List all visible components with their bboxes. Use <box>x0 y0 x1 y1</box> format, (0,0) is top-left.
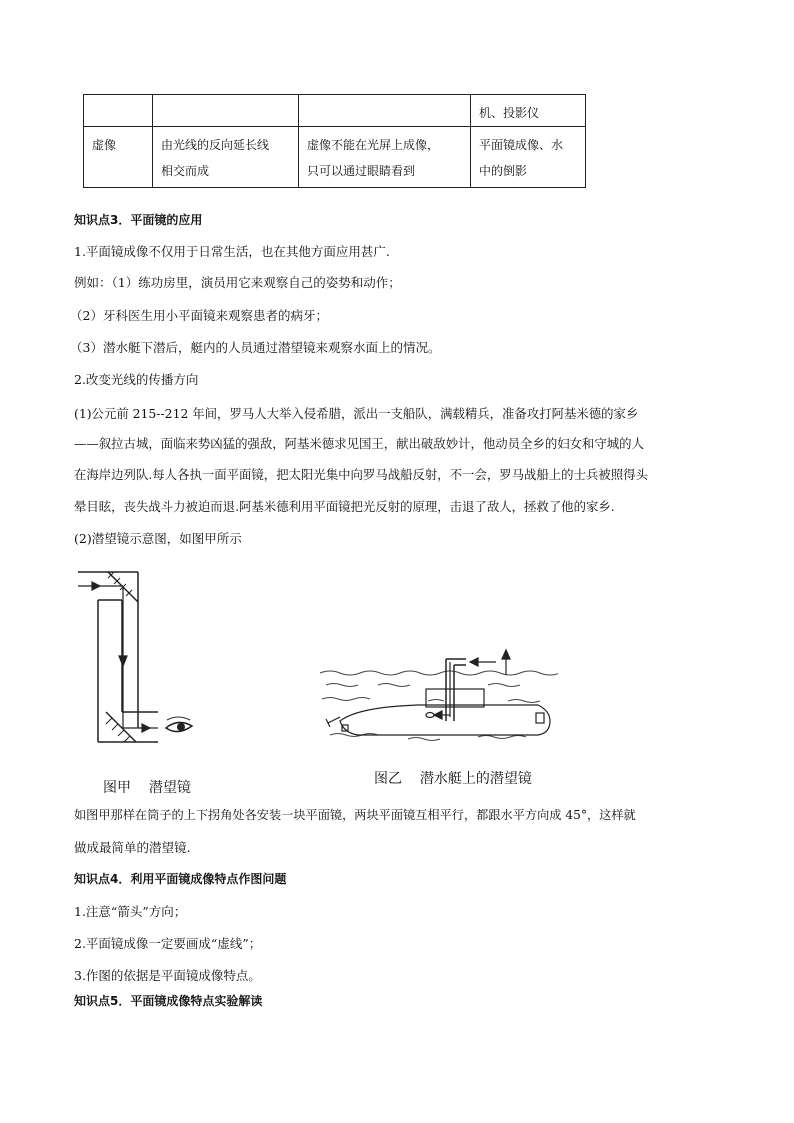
table-row <box>84 127 586 188</box>
paragraph: （2）牙科医生用小平面镜来观察患者的病牙； <box>70 308 328 323</box>
cell-text: 虚像不能在光屏上成像， <box>307 138 440 152</box>
paragraph: 做成最简单的潜望镜. <box>74 840 191 855</box>
submarine-diagram <box>318 645 558 755</box>
section-5-title: 知识点5．平面镜成像特点实验解读 <box>74 994 263 1008</box>
paragraph: 1.平面镜成像不仅用于日常生活，也在其他方面应用甚广. <box>74 244 390 259</box>
paragraph: （3）潜水艇下潜后，艇内的人员通过潜望镜来观察水面上的情况。 <box>70 340 441 355</box>
paragraph: 在海岸边列队.每人各执一面平面镜，把太阳光集中向罗马战船反射，不一会，罗马战船上的士兵被照得头 <box>74 467 648 482</box>
table-cell: 机、投影仪 <box>471 95 586 127</box>
periscope-diagram <box>70 560 220 750</box>
table-cell <box>299 127 471 188</box>
cell-text: 由光线的反向延长线 <box>161 138 270 152</box>
table-row <box>84 95 586 127</box>
section-3-title: 知识点3．平面镜的应用 <box>74 213 203 227</box>
cell-text: 相交而成 <box>161 164 210 178</box>
paragraph: 如图甲那样在筒子的上下拐角处各安装一块平面镜，两块平面镜互相平行，都跟水平方向成 45°，这样就 <box>74 808 636 822</box>
eye-icon <box>166 717 192 732</box>
paragraph: 2.平面镜成像一定要画成“虚线”； <box>74 936 262 951</box>
comparison-table <box>83 94 586 188</box>
paragraph: ——叙拉古城，面临来势凶猛的强敌，阿基米德求见国王，献出破敌妙计，他动员全乡的妇女和守城的人 <box>74 436 644 451</box>
cell-text: 平面镜成像、水 <box>479 138 564 152</box>
paragraph: 3.作图的依据是平面镜成像特点。 <box>74 968 261 983</box>
paragraph: (2)潜望镜示意图，如图甲所示 <box>74 531 242 546</box>
paragraph: 晕目眩，丧失战斗力被迫而退.阿基米德利用平面镜把光反射的原理，击退了敌人，拯救了他的家乡. <box>74 499 615 514</box>
table-cell <box>84 127 153 188</box>
table-cell <box>471 127 586 188</box>
cell-text: 中的倒影 <box>479 164 528 178</box>
table-cell <box>299 95 471 127</box>
table-cell <box>84 95 153 127</box>
figure-caption-b: 图乙 潜水艇上的潜望镜 <box>374 770 532 786</box>
figure-caption-a: 图甲 潜望镜 <box>103 779 191 795</box>
cell-text: 虚像 <box>92 138 117 152</box>
paragraph: 2.改变光线的传播方向 <box>74 372 199 387</box>
paragraph: 1.注意“箭头”方向； <box>74 904 187 919</box>
section-4-title: 知识点4．利用平面镜成像特点作图问题 <box>74 872 287 886</box>
paragraph: (1)公元前 215--212 年间，罗马人大举入侵希腊，派出一支船队，满载精兵，准备攻打阿基米德的家乡 <box>74 406 639 421</box>
cell-text: 只可以通过眼睛看到 <box>307 164 416 178</box>
table-cell <box>153 95 299 127</box>
submarine-icon <box>326 689 550 735</box>
periscope-tube <box>446 659 466 721</box>
paragraph: 例如：（1）练功房里，演员用它来观察自己的姿势和动作； <box>74 275 401 290</box>
table-cell <box>153 127 299 188</box>
